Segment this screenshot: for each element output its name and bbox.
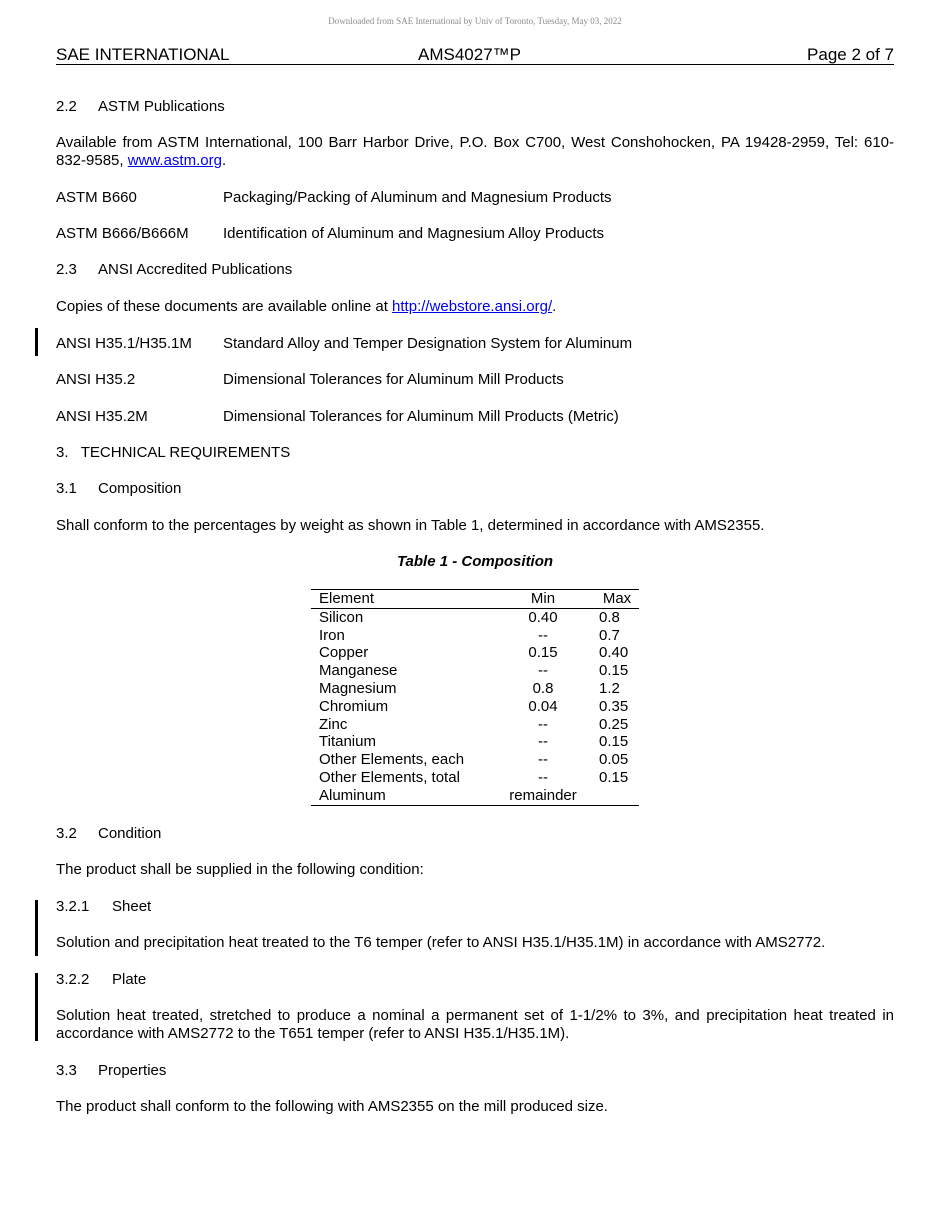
cell-element: Copper [319,644,369,662]
cell-element: Aluminum [319,786,386,804]
reference-code: ASTM B660 [56,189,137,206]
reference-row-ansi-h35-1 [56,335,632,353]
astm-availability-text: Available from ASTM International, 100 Barr Harbor Drive, P.O. Box C700, West Conshohocken, PA 19428-2959, Tel: 610-832-9585, [56,134,894,169]
cell-min: remainder [509,786,577,804]
change-bar [35,973,38,1041]
column-header-min: Min [491,590,595,609]
section-3-3-heading [56,1062,166,1080]
header-org: SAE INTERNATIONAL [56,45,230,64]
section-2-2-heading [56,98,225,116]
cell-element: Iron [319,626,345,644]
download-watermark: Downloaded from SAE International by Univ of Toronto, Tuesday, May 03, 2022 [328,16,622,26]
table-caption: Table 1 - Composition [396,553,554,570]
column-header-max: Max [595,590,639,609]
section-title: ASTM Publications [98,98,225,115]
section-number: 2.3 [56,261,77,278]
cell-max: 0.15 [599,662,629,680]
composition-paragraph: Shall conform to the percentages by weight as shown in Table 1, determined in accordance with AMS2355. [56,517,765,534]
cell-max: 0.8 [599,608,620,626]
cell-min: -- [538,715,548,733]
table-row [311,680,639,698]
section-3-2-1-heading [56,898,151,916]
section-number: 3.3 [56,1062,77,1079]
cell-max: 0.15 [599,768,629,786]
reference-code: ANSI H35.2M [56,408,148,425]
page-header [56,45,894,65]
table-row [311,716,639,734]
ansi-availability-end: . [552,298,557,315]
ansi-webstore-link[interactable]: http://webstore.ansi.org/ [392,298,553,315]
cell-max: 1.2 [599,679,620,697]
table-row [311,769,639,787]
cell-max [595,787,639,805]
reference-row-ansi-h35-2m [56,408,619,426]
cell-element: Manganese [319,662,398,680]
astm-availability-end: . [221,152,227,169]
section-number: 3.2.1 [56,898,90,915]
section-title: Composition [98,480,182,497]
cell-max: 0.05 [599,751,629,769]
cell-min: 0.15 [528,644,558,662]
sheet-paragraph: Solution and precipitation heat treated to the T6 temper (refer to ANSI H35.1/H35.1M) in accordance with AMS2772. [56,934,826,951]
properties-paragraph: The product shall conform to the following with AMS2355 on the mill produced size. [56,1098,608,1115]
reference-code: ASTM B666/B666M [56,225,189,242]
reference-row-ansi-h35-2 [56,371,564,389]
section-3-heading: 3. TECHNICAL REQUIREMENTS [56,444,291,461]
cell-max: 0.35 [599,697,629,715]
header-page-number: Page 2 of 7 [807,45,894,64]
table-row [311,698,639,716]
reference-row-astm-b666 [56,225,604,243]
section-title: Plate [112,971,147,988]
section-number: 2.2 [56,98,77,115]
ansi-availability-paragraph [56,298,894,316]
reference-code: ANSI H35.2 [56,371,136,388]
cell-min: 0.04 [528,697,558,715]
table-row [311,787,639,805]
section-number: 3.1 [56,480,77,497]
ansi-availability-text: Copies of these documents are available online at [56,298,393,315]
composition-table [311,589,639,806]
reference-title: Packaging/Packing of Aluminum and Magnesium Products [223,189,612,206]
section-2-3-heading [56,261,292,279]
plate-paragraph: Solution heat treated, stretched to produce a nominal a permanent set of 1-1/2% to 3%, and precipitation heat treated in accordance with AMS2772 to the T651 temper (refer to ANSI H35.1/H35.1M). [56,1007,894,1042]
cell-min: -- [538,662,548,680]
cell-min: 0.40 [528,608,558,626]
header-doc-id: AMS4027™P [418,45,521,64]
change-bar [35,900,38,956]
cell-element: Magnesium [319,679,397,697]
reference-title: Dimensional Tolerances for Aluminum Mill Products [223,371,564,388]
cell-element: Titanium [319,733,376,751]
reference-code: ANSI H35.1/H35.1M [56,335,192,352]
cell-min: -- [538,733,548,751]
section-number: 3.2 [56,825,77,842]
cell-element: Zinc [319,715,348,733]
cell-element: Other Elements, each [319,751,465,769]
table-row [311,751,639,769]
cell-min: -- [538,751,548,769]
section-3-2-2-heading [56,971,146,989]
cell-element: Other Elements, total [319,768,460,786]
reference-title: Dimensional Tolerances for Aluminum Mill Products (Metric) [223,408,619,425]
cell-element: Silicon [319,608,364,626]
cell-min: 0.8 [532,679,554,697]
condition-paragraph: The product shall be supplied in the following condition: [56,861,424,878]
column-header-element: Element [311,590,491,609]
table-body [311,608,639,805]
section-title: Condition [98,825,162,842]
cell-min: -- [538,626,548,644]
cell-max: 0.15 [599,733,629,751]
reference-row-astm-b660 [56,189,612,207]
section-title: ANSI Accredited Publications [98,261,293,278]
astm-availability-paragraph [56,134,894,170]
section-title: Properties [98,1062,167,1079]
reference-title: Standard Alloy and Temper Designation System for Aluminum [223,335,633,352]
section-3-1-heading [56,480,181,498]
astm-website-link[interactable]: www.astm.org [127,152,222,169]
cell-max: 0.25 [599,715,629,733]
cell-max: 0.40 [599,644,629,662]
table-row [311,733,639,751]
table-row [311,608,639,626]
cell-element: Chromium [319,697,389,715]
section-3-2-heading [56,825,161,843]
table-row [311,644,639,662]
cell-min: -- [538,768,548,786]
cell-max: 0.7 [599,626,620,644]
section-number: 3.2.2 [56,971,90,988]
table-header-row [311,590,639,609]
table-row [311,627,639,645]
change-bar [35,328,38,356]
reference-title: Identification of Aluminum and Magnesium Alloy Products [223,225,605,242]
section-title: Sheet [112,898,152,915]
table-row [311,662,639,680]
